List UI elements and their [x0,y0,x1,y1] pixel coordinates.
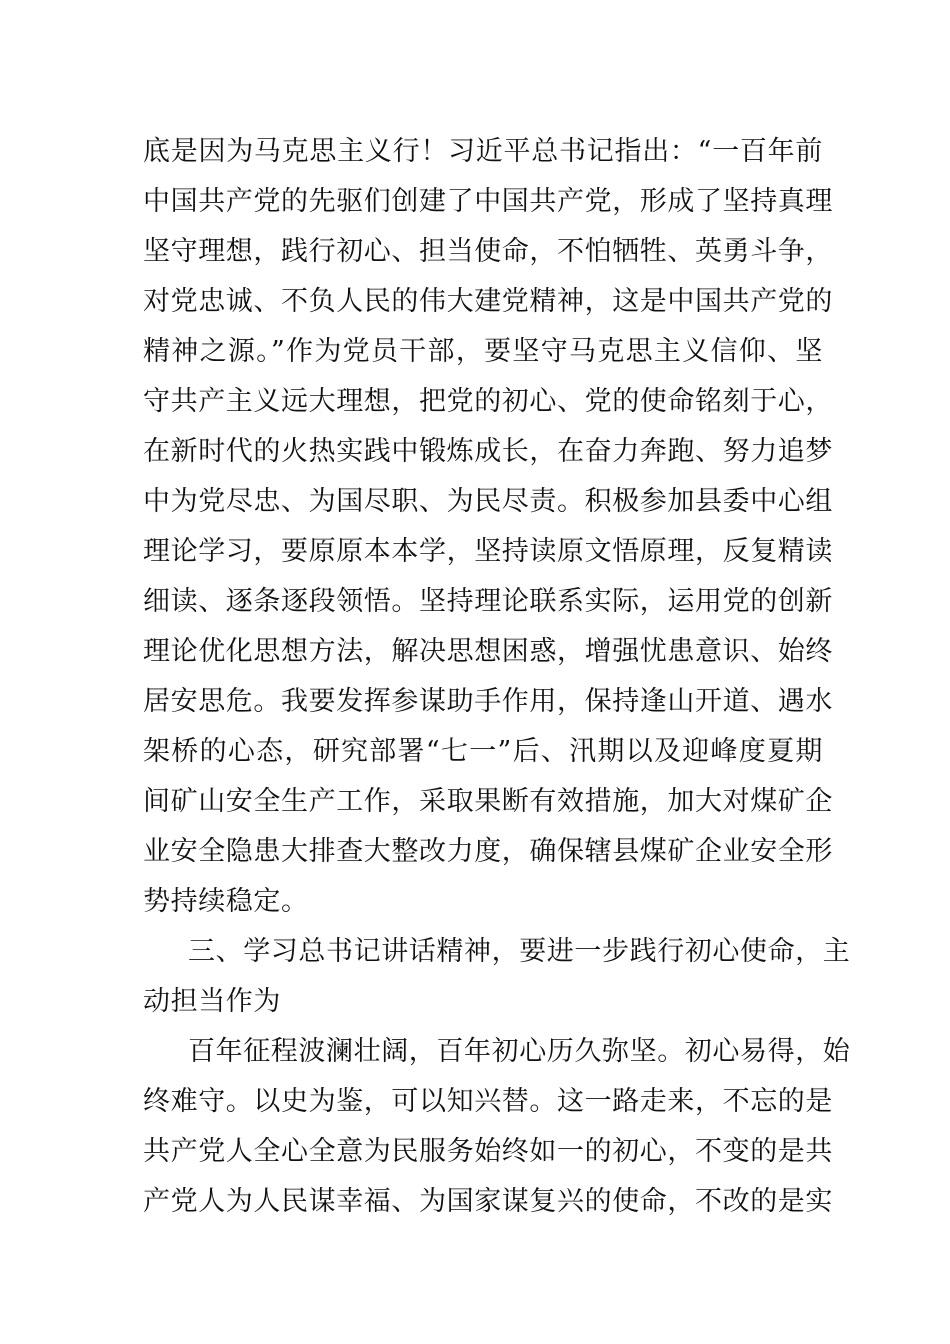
text-line: 理论优化思想方法，解决思想困惑，增强忧患意识、始终 [143,636,833,667]
text-line: 对党忠诚、不负人民的伟大建党精神，这是中国共产党的 [143,286,833,317]
text-line: 守共产主义远大理想，把党的初心、党的使命铭刻于心， [143,386,833,417]
text-line: 细读、逐条逐段领悟。坚持理论联系实际，运用党的创新 [143,586,833,617]
text-line: 产党人为人民谋幸福、为国家谋复兴的使命，不改的是实 [143,1186,833,1217]
text-line: 底是因为马克思主义行！习近平总书记指出：“一百年前 [143,136,823,167]
text-line: 终难守。以史为鉴，可以知兴替。这一路走来，不忘的是 [143,1086,833,1117]
text-line: 在新时代的火热实践中锻炼成长，在奋力奔跑、努力追梦 [143,436,833,467]
text-line: 共产党人全心全意为民服务始终如一的初心，不变的是共 [143,1136,833,1167]
text-line: 理论学习，要原原本本学，坚持读原文悟原理，反复精读 [143,536,833,567]
text-line: 精神之源。”作为党员干部，要坚守马克思主义信仰、坚 [143,336,823,367]
text-line: 间矿山安全生产工作，采取果断有效措施，加大对煤矿企 [143,786,833,817]
text-line: 势持续稳定。 [143,886,309,917]
section-heading: 三、学习总书记讲话精神，要进一步践行初心使命，主 [188,936,851,967]
section-heading-cont: 动担当作为 [143,986,281,1017]
text-line: 居安思危。我要发挥参谋助手作用，保持逢山开道、遇水 [143,686,833,717]
text-line: 中国共产党的先驱们创建了中国共产党，形成了坚持真理 [143,186,833,217]
text-line: 业安全隐患大排查大整改力度，确保辖县煤矿企业安全形 [143,836,833,867]
text-line: 百年征程波澜壮阔，百年初心历久弥坚。初心易得，始 [188,1036,851,1067]
text-line: 架桥的心态，研究部署“七一”后、汛期以及迎峰度夏期 [143,736,823,767]
text-line: 坚守理想，践行初心、担当使命，不怕牺牲、英勇斗争， [143,236,833,267]
text-line: 中为党尽忠、为国尽职、为民尽责。积极参加县委中心组 [143,486,833,517]
